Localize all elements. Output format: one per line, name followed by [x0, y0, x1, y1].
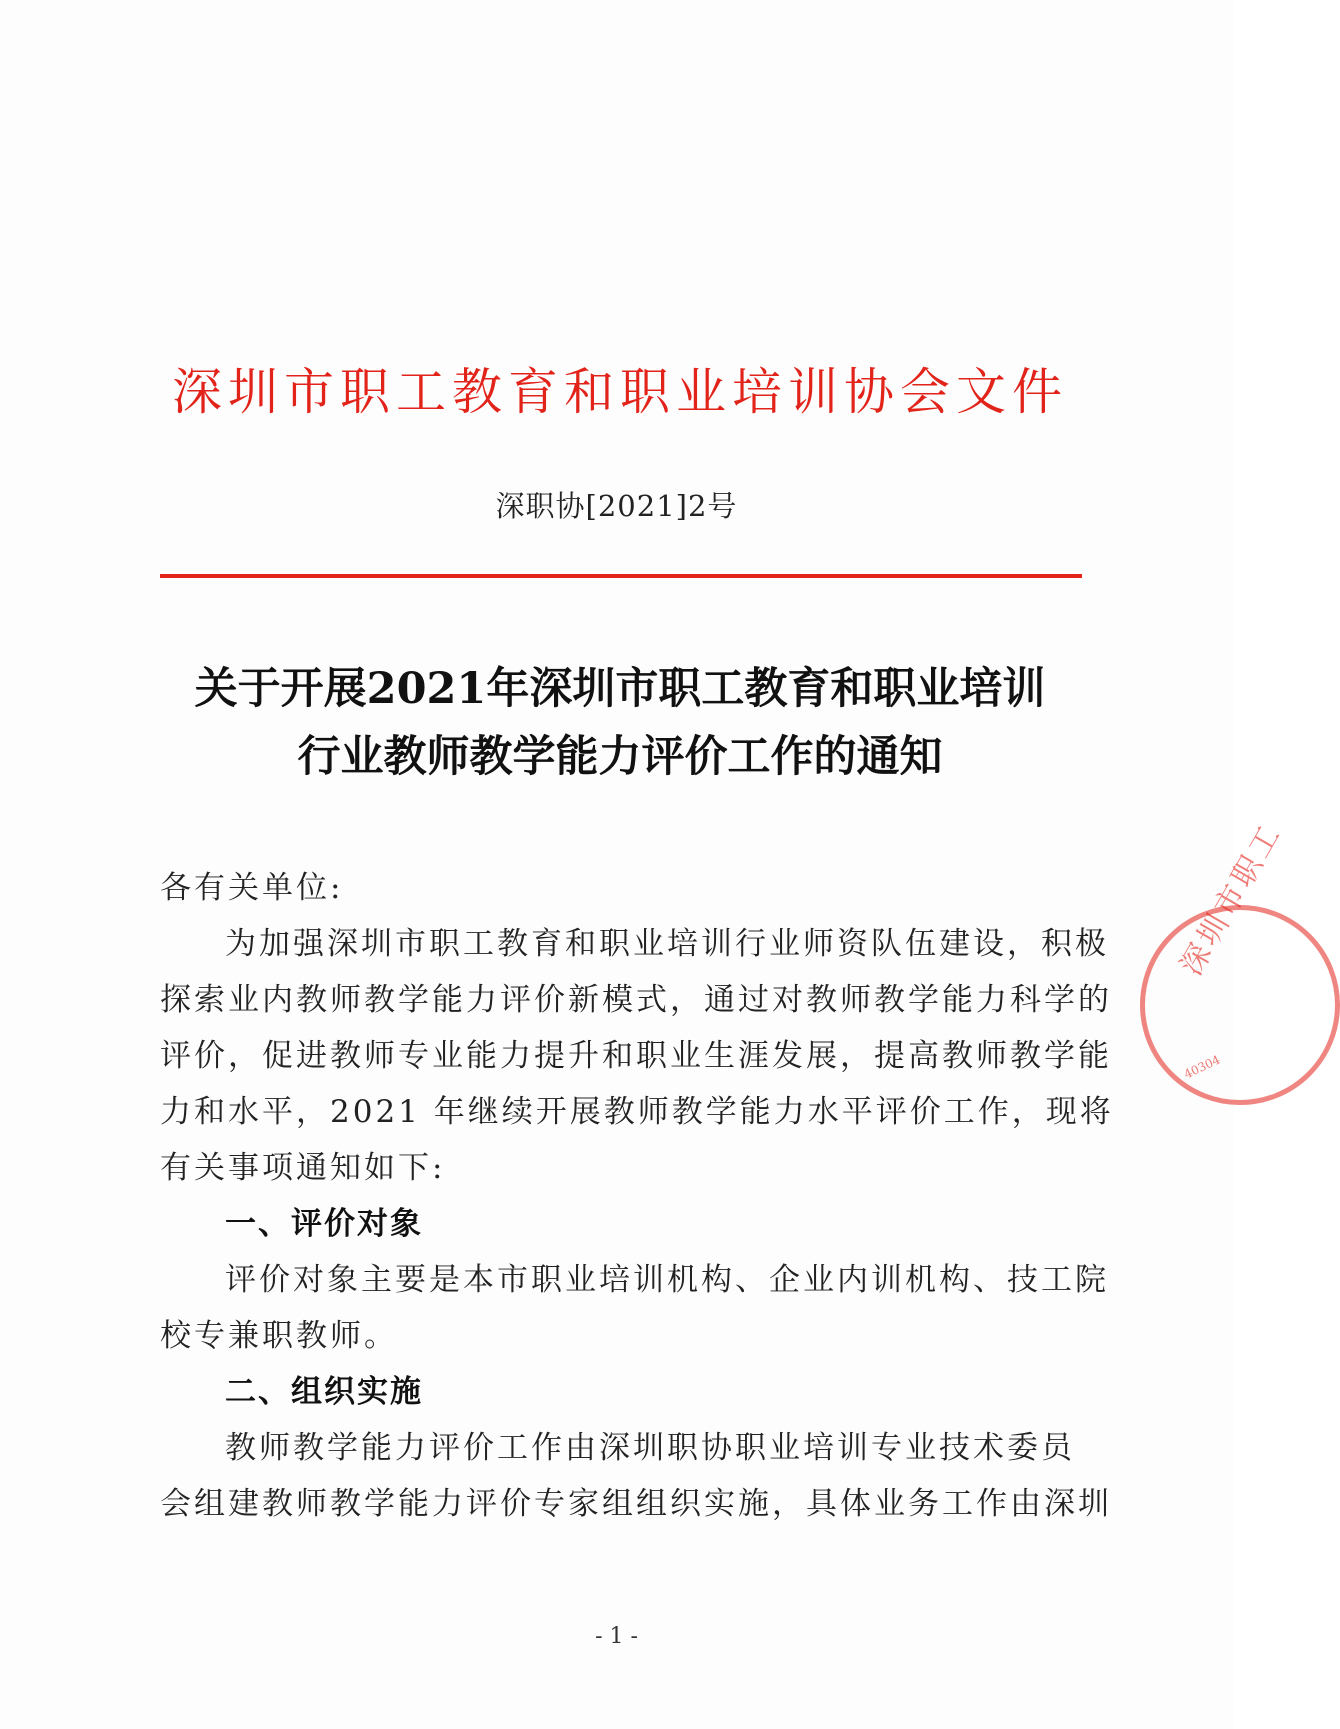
intro-line-3: 评价，促进教师专业能力提升和职业生涯发展，提高教师教学能 — [160, 1038, 1112, 1074]
intro-line-5: 有关事项通知如下: — [160, 1150, 446, 1186]
official-seal-stamp — [1140, 816, 1340, 1105]
section-1-heading: 一、评价对象 — [225, 1206, 423, 1242]
section-2-line-1: 教师教学能力评价工作由深圳职协职业培训专业技术委员 — [225, 1430, 1075, 1466]
notice-title-line-1: 关于开展2021年深圳市职工教育和职业培训 — [194, 664, 1046, 714]
red-divider-rule — [160, 574, 1082, 578]
salutation: 各有关单位: — [160, 870, 344, 906]
section-2-heading: 二、组织实施 — [225, 1374, 423, 1410]
page-number: - 1 - — [595, 1624, 638, 1649]
seal-text: 深圳市职工 — [1173, 816, 1290, 982]
notice-title-line-2: 行业教师教学能力评价工作的通知 — [297, 732, 943, 782]
org-file-title: 深圳市职工教育和职业培训协会文件 — [172, 363, 1068, 421]
section-1-line-1: 评价对象主要是本市职业培训机构、企业内训机构、技工院 — [225, 1262, 1109, 1298]
section-1-line-2: 校专兼职教师。 — [160, 1318, 398, 1354]
document-number: 深职协[2021]2号 — [495, 489, 738, 523]
intro-line-2: 探索业内教师教学能力评价新模式，通过对教师教学能力科学的 — [160, 982, 1112, 1018]
seal-code: 40304 — [1181, 1052, 1223, 1082]
section-2-line-2: 会组建教师教学能力评价专家组组织实施，具体业务工作由深圳 — [160, 1486, 1112, 1522]
intro-line-1: 为加强深圳市职工教育和职业培训行业师资队伍建设，积极 — [225, 926, 1109, 962]
intro-line-4: 力和水平，2021 年继续开展教师教学能力水平评价工作，现将 — [160, 1094, 1114, 1130]
